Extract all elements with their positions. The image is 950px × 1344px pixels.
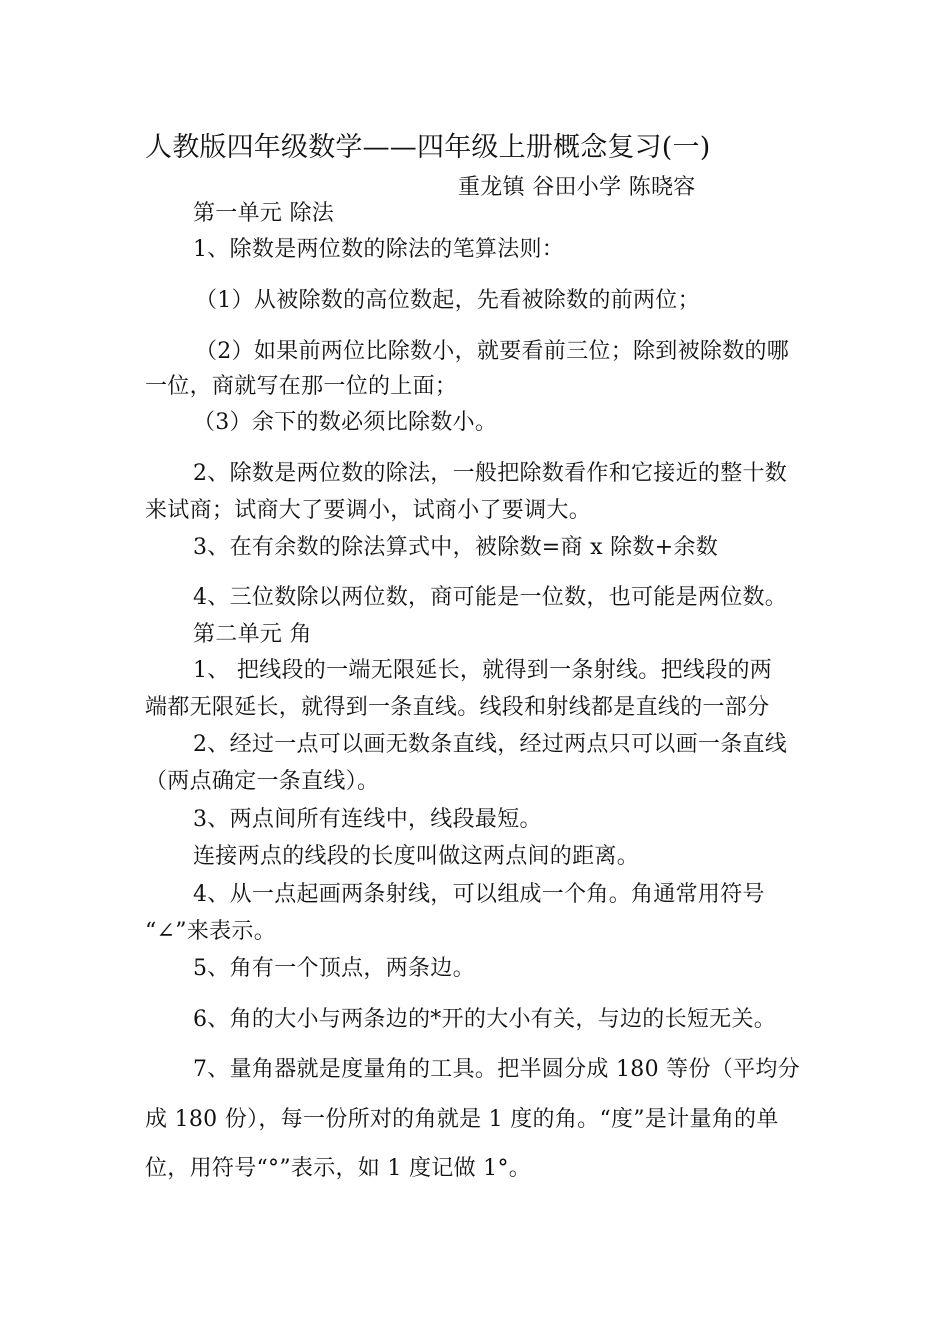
paragraph-line: 位，用符号“°”表示，如 1 度记做 1°。 [145,1156,532,1181]
section-heading-unit-2: 第二单元 角 [193,622,312,647]
paragraph-line: 1、 把线段的一端无限延长，就得到一条射线。把线段的两 [193,658,773,683]
paragraph-line: 来试商；试商大了要调小，试商小了要调大。 [145,498,592,523]
paragraph-line: 4、三位数除以两位数，商可能是一位数，也可能是两位数。 [193,585,788,610]
paragraph-line: 4、从一点起画两条射线，可以组成一个角。角通常用符号 [193,882,765,907]
paragraph-line: 6、角的大小与两条边的*开的大小有关，与边的长短无关。 [193,1007,777,1032]
paragraph-line: 2、经过一点可以画无数条直线，经过两点只可以画一条直线 [193,732,788,757]
paragraph-line: 一位，商就写在那一位的上面； [145,374,458,399]
paragraph-line: （1）从被除数的高位数起，先看被除数的前两位； [195,288,700,313]
paragraph-line: 3、在有余数的除法算式中，被除数=商 x 除数+余数 [193,535,719,560]
document-title: 人教版四年级数学——四年级上册概念复习(一) [145,132,711,163]
document-author: 重龙镇 谷田小学 陈晓容 [458,175,696,200]
paragraph-line: （两点确定一条直线）。 [145,769,380,794]
section-heading-unit-1: 第一单元 除法 [193,201,335,226]
paragraph-line: “∠”来表示。 [145,919,277,944]
paragraph-line: 3、两点间所有连线中，线段最短。 [193,807,542,832]
paragraph-line: （2）如果前两位比除数小，就要看前三位；除到被除数的哪 [195,339,790,364]
paragraph-line: 1、除数是两位数的除法的笔算法则： [193,237,565,262]
paragraph-line: 5、角有一个顶点，两条边。 [193,956,475,981]
paragraph-line: 成 180 份），每一份所对的角就是 1 度的角。“度”是计量角的单 [145,1107,779,1132]
paragraph-line: 连接两点的线段的长度叫做这两点间的距离。 [193,844,640,869]
paragraph-line: （3）余下的数必须比除数小。 [193,410,498,435]
paragraph-line: 2、除数是两位数的除法，一般把除数看作和它接近的整十数 [193,461,788,486]
paragraph-line: 7、量角器就是度量角的工具。把半圆分成 180 等份（平均分 [193,1057,800,1082]
paragraph-line: 端都无限延长，就得到一条直线。线段和射线都是直线的一部分 [145,695,770,720]
